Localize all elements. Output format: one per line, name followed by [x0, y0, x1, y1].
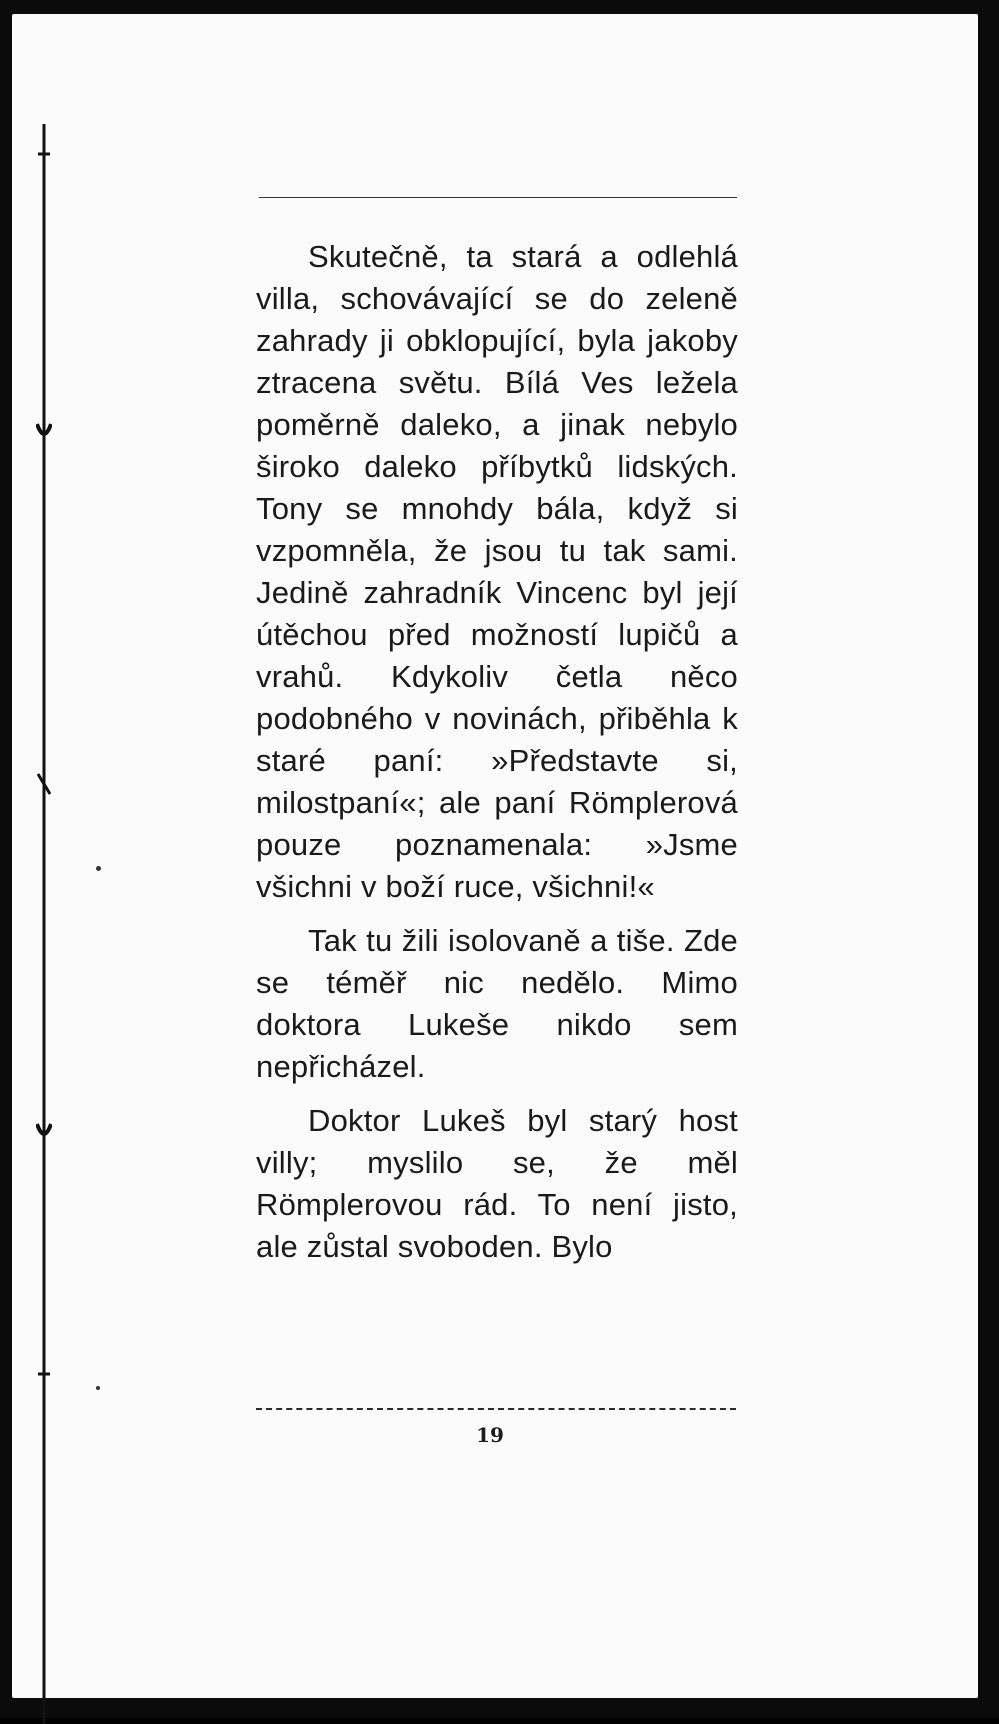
paragraph: Doktor Lukeš byl starý host villy; myslilo se, že měl Römplerovou rád. To není jisto, ale zůstal svoboden. Bylo [256, 1103, 738, 1264]
binding-thread-mark [36, 124, 52, 1724]
bottom-rule [256, 1408, 736, 1410]
paragraph: Tak tu žili isolovaně a tiše. Zde se téměř nic nedělo. Mimo doktora Lukeše nikdo sem nepřicházel. [256, 923, 738, 1084]
scan-speck [96, 866, 101, 871]
paragraph: Skutečně, ta stará a odlehlá villa, schovávající se do zeleně zahrady ji obklopující, byla jakoby ztracena světu. Bílá Ves ležela poměrně daleko, a jinak nebylo široko daleko příbytků lidských. Tony se mnohdy bála, když si vzpomněla, že jsou tu tak sami. Jedině zahradník Vincenc byl její útěchou před možností lupičů a vrahů. Kdykoliv četla něco podobného v novinách, přiběhla k staré paní: »Představte si, milostpaní«; ale paní Römplerová pouze poznamenala: »Jsme všichni v boží ruce, všichni!« [256, 239, 738, 904]
page-number: 19 [476, 1423, 504, 1447]
top-rule [259, 197, 737, 198]
scan-speck [96, 1386, 100, 1390]
body-text [256, 236, 738, 1268]
